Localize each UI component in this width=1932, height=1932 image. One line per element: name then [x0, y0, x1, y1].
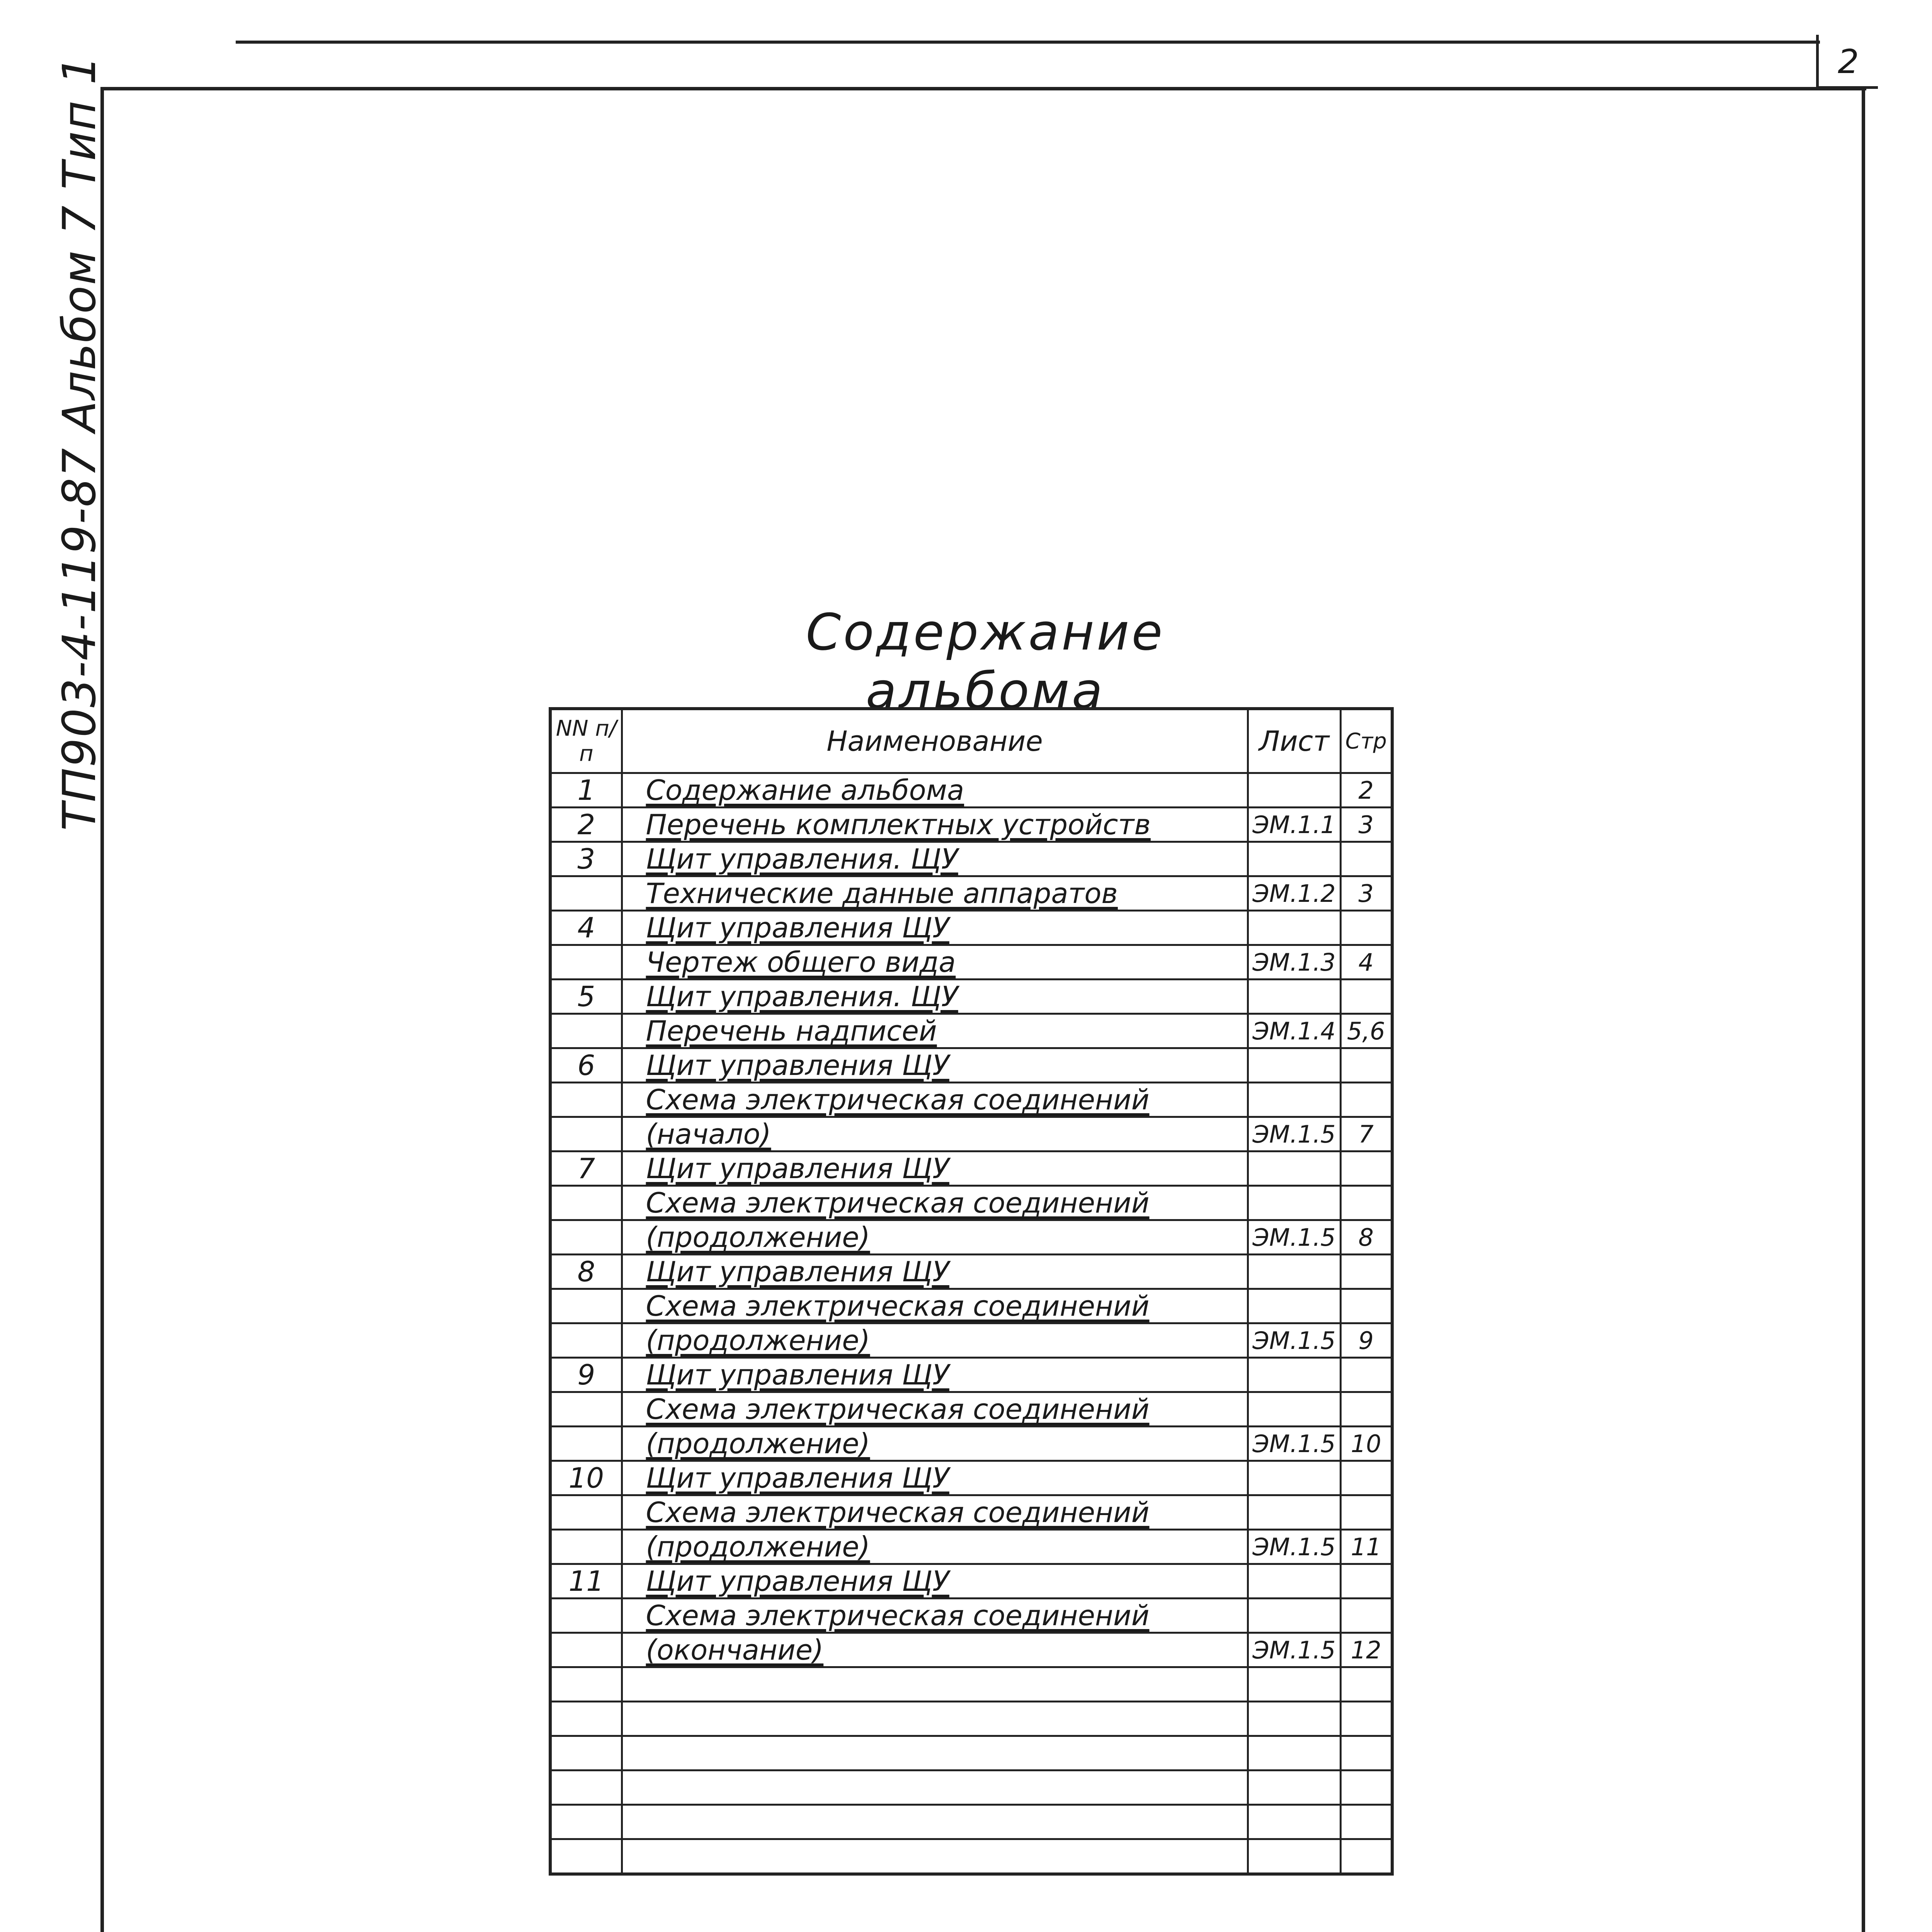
row-sheet: [1248, 1770, 1340, 1805]
row-page: 12: [1340, 1633, 1392, 1667]
row-name: Щит управления ЩУ: [622, 1564, 1248, 1599]
row-page: [1340, 1048, 1392, 1083]
row-page: 10: [1340, 1427, 1392, 1461]
row-page: [1340, 1702, 1392, 1736]
row-sheet: ЭМ.1.5: [1248, 1427, 1340, 1461]
row-name: Технические данные аппаратов: [622, 876, 1248, 911]
row-name: Щит управления ЩУ: [622, 1358, 1248, 1392]
row-num: 5: [550, 980, 622, 1014]
row-page: [1340, 1667, 1392, 1702]
row-page: [1340, 1461, 1392, 1495]
row-name: Схема электрическая соединений: [622, 1083, 1248, 1117]
table-row: [550, 1736, 1392, 1770]
row-sheet: [1248, 1255, 1340, 1289]
header-name: Наименование: [622, 709, 1248, 773]
row-sheet: ЭМ.1.2: [1248, 876, 1340, 911]
row-num: [550, 1289, 622, 1323]
top-rule: [236, 41, 1820, 44]
row-page: [1340, 1083, 1392, 1117]
row-num: [550, 1392, 622, 1427]
row-name: Схема электрическая соединений: [622, 1289, 1248, 1323]
row-page: [1340, 1289, 1392, 1323]
row-num: 3: [550, 842, 622, 876]
row-name: (продолжение): [622, 1530, 1248, 1564]
row-name: Схема электрическая соединений: [622, 1495, 1248, 1530]
row-page: [1340, 842, 1392, 876]
row-num: [550, 1117, 622, 1151]
header-sheet: Лист: [1248, 709, 1340, 773]
row-num: [550, 1014, 622, 1048]
row-name: Перечень надписей: [622, 1014, 1248, 1048]
row-sheet: [1248, 1736, 1340, 1770]
header-page: Стр: [1340, 709, 1392, 773]
table-row: [550, 1186, 1392, 1220]
table-row: [550, 1564, 1392, 1599]
table-row: [550, 945, 1392, 980]
header-num: NN п/п: [550, 709, 622, 773]
row-page: [1340, 1186, 1392, 1220]
row-sheet: ЭМ.1.5: [1248, 1633, 1340, 1667]
row-page: [1340, 1495, 1392, 1530]
frame-top-border: [100, 87, 1866, 90]
row-sheet: ЭМ.1.5: [1248, 1530, 1340, 1564]
row-page: [1340, 1358, 1392, 1392]
row-num: 10: [550, 1461, 622, 1495]
row-name: [622, 1736, 1248, 1770]
row-name: (начало): [622, 1117, 1248, 1151]
table-row: [550, 1117, 1392, 1151]
row-name: Чертеж общего вида: [622, 945, 1248, 980]
row-name: [622, 1805, 1248, 1839]
row-sheet: [1248, 842, 1340, 876]
row-name: (окончание): [622, 1633, 1248, 1667]
row-name: Схема электрическая соединений: [622, 1392, 1248, 1427]
table-row: [550, 1805, 1392, 1839]
table-row: [550, 1255, 1392, 1289]
table-row: [550, 1427, 1392, 1461]
row-page: 2: [1340, 773, 1392, 808]
table-row: [550, 1014, 1392, 1048]
row-num: [550, 1736, 622, 1770]
row-page: 3: [1340, 808, 1392, 842]
row-page: [1340, 911, 1392, 945]
row-num: [550, 1599, 622, 1633]
table-row: [550, 1323, 1392, 1358]
row-name: (продолжение): [622, 1427, 1248, 1461]
row-sheet: [1248, 1289, 1340, 1323]
row-sheet: [1248, 1083, 1340, 1117]
row-num: [550, 945, 622, 980]
row-page: 11: [1340, 1530, 1392, 1564]
row-num: [550, 1427, 622, 1461]
row-num: [550, 1633, 622, 1667]
row-name: Щит управления ЩУ: [622, 1461, 1248, 1495]
row-name: Перечень комплектных устройств: [622, 808, 1248, 842]
row-name: Содержание альбома: [622, 773, 1248, 808]
table-row: [550, 1220, 1392, 1255]
row-name: Щит управления ЩУ: [622, 1151, 1248, 1186]
row-num: [550, 1770, 622, 1805]
row-sheet: [1248, 1358, 1340, 1392]
row-num: 8: [550, 1255, 622, 1289]
row-page: [1340, 1392, 1392, 1427]
row-name: Схема электрическая соединений: [622, 1186, 1248, 1220]
table-row: [550, 1048, 1392, 1083]
table-row: [550, 1839, 1392, 1874]
row-sheet: [1248, 1048, 1340, 1083]
row-sheet: [1248, 1495, 1340, 1530]
page-number: 2: [1816, 35, 1878, 89]
row-num: [550, 1702, 622, 1736]
row-sheet: [1248, 1805, 1340, 1839]
row-page: [1340, 1839, 1392, 1874]
row-sheet: [1248, 1186, 1340, 1220]
row-sheet: [1248, 1599, 1340, 1633]
row-sheet: ЭМ.1.4: [1248, 1014, 1340, 1048]
row-sheet: [1248, 1702, 1340, 1736]
row-num: [550, 1805, 622, 1839]
row-num: [550, 1839, 622, 1874]
row-sheet: [1248, 1461, 1340, 1495]
document-code: ТП903-4-119-87 Альбом 7 Тип 1: [53, 55, 106, 831]
row-name: Щит управления. ЩУ: [622, 980, 1248, 1014]
row-num: [550, 1530, 622, 1564]
row-name: [622, 1839, 1248, 1874]
table-row: [550, 1770, 1392, 1805]
row-num: [550, 1083, 622, 1117]
row-page: [1340, 1564, 1392, 1599]
table-row: [550, 1667, 1392, 1702]
row-page: 4: [1340, 945, 1392, 980]
row-name: Схема электрическая соединений: [622, 1599, 1248, 1633]
row-sheet: [1248, 1667, 1340, 1702]
row-name: Щит управления ЩУ: [622, 1255, 1248, 1289]
row-name: Щит управления ЩУ: [622, 911, 1248, 945]
row-name: [622, 1770, 1248, 1805]
row-sheet: ЭМ.1.5: [1248, 1323, 1340, 1358]
row-page: [1340, 1805, 1392, 1839]
table-row: [550, 1530, 1392, 1564]
row-num: 1: [550, 773, 622, 808]
row-name: [622, 1667, 1248, 1702]
row-page: [1340, 1770, 1392, 1805]
row-num: 11: [550, 1564, 622, 1599]
table-header-row: [550, 709, 1392, 773]
table-row: [550, 876, 1392, 911]
row-page: [1340, 1255, 1392, 1289]
row-name: Щит управления ЩУ: [622, 1048, 1248, 1083]
row-num: [550, 1186, 622, 1220]
table-row: [550, 842, 1392, 876]
row-page: [1340, 1151, 1392, 1186]
row-num: 2: [550, 808, 622, 842]
table-row: [550, 1461, 1392, 1495]
frame-right-border: [1862, 87, 1865, 1932]
row-name: (продолжение): [622, 1323, 1248, 1358]
row-page: 9: [1340, 1323, 1392, 1358]
row-page: 5,6: [1340, 1014, 1392, 1048]
row-sheet: [1248, 773, 1340, 808]
table-row: [550, 1358, 1392, 1392]
row-num: 6: [550, 1048, 622, 1083]
row-num: [550, 876, 622, 911]
row-num: [550, 1667, 622, 1702]
row-sheet: ЭМ.1.5: [1248, 1220, 1340, 1255]
row-name: [622, 1702, 1248, 1736]
row-sheet: ЭМ.1.1: [1248, 808, 1340, 842]
table-row: [550, 1633, 1392, 1667]
table-row: [550, 980, 1392, 1014]
row-num: [550, 1495, 622, 1530]
row-page: 7: [1340, 1117, 1392, 1151]
row-page: [1340, 1599, 1392, 1633]
row-sheet: [1248, 1839, 1340, 1874]
table-row: [550, 1599, 1392, 1633]
row-page: 3: [1340, 876, 1392, 911]
table-row: [550, 773, 1392, 808]
table-row: [550, 808, 1392, 842]
row-num: [550, 1323, 622, 1358]
row-num: [550, 1220, 622, 1255]
row-sheet: [1248, 980, 1340, 1014]
row-sheet: [1248, 1564, 1340, 1599]
row-sheet: ЭМ.1.3: [1248, 945, 1340, 980]
table-row: [550, 1151, 1392, 1186]
row-page: 8: [1340, 1220, 1392, 1255]
row-num: 9: [550, 1358, 622, 1392]
row-sheet: [1248, 1151, 1340, 1186]
row-page: [1340, 980, 1392, 1014]
row-name: Щит управления. ЩУ: [622, 842, 1248, 876]
table-row: [550, 911, 1392, 945]
table-row: [550, 1289, 1392, 1323]
row-sheet: ЭМ.1.5: [1248, 1117, 1340, 1151]
row-num: 7: [550, 1151, 622, 1186]
row-sheet: [1248, 1392, 1340, 1427]
row-page: [1340, 1736, 1392, 1770]
row-sheet: [1248, 911, 1340, 945]
page-title: Содержание альбома: [806, 603, 1165, 720]
row-name: (продолжение): [622, 1220, 1248, 1255]
table-row: [550, 1702, 1392, 1736]
table-row: [550, 1083, 1392, 1117]
contents-table: [549, 707, 1394, 1876]
table-row: [550, 1495, 1392, 1530]
table-row: [550, 1392, 1392, 1427]
row-num: 4: [550, 911, 622, 945]
